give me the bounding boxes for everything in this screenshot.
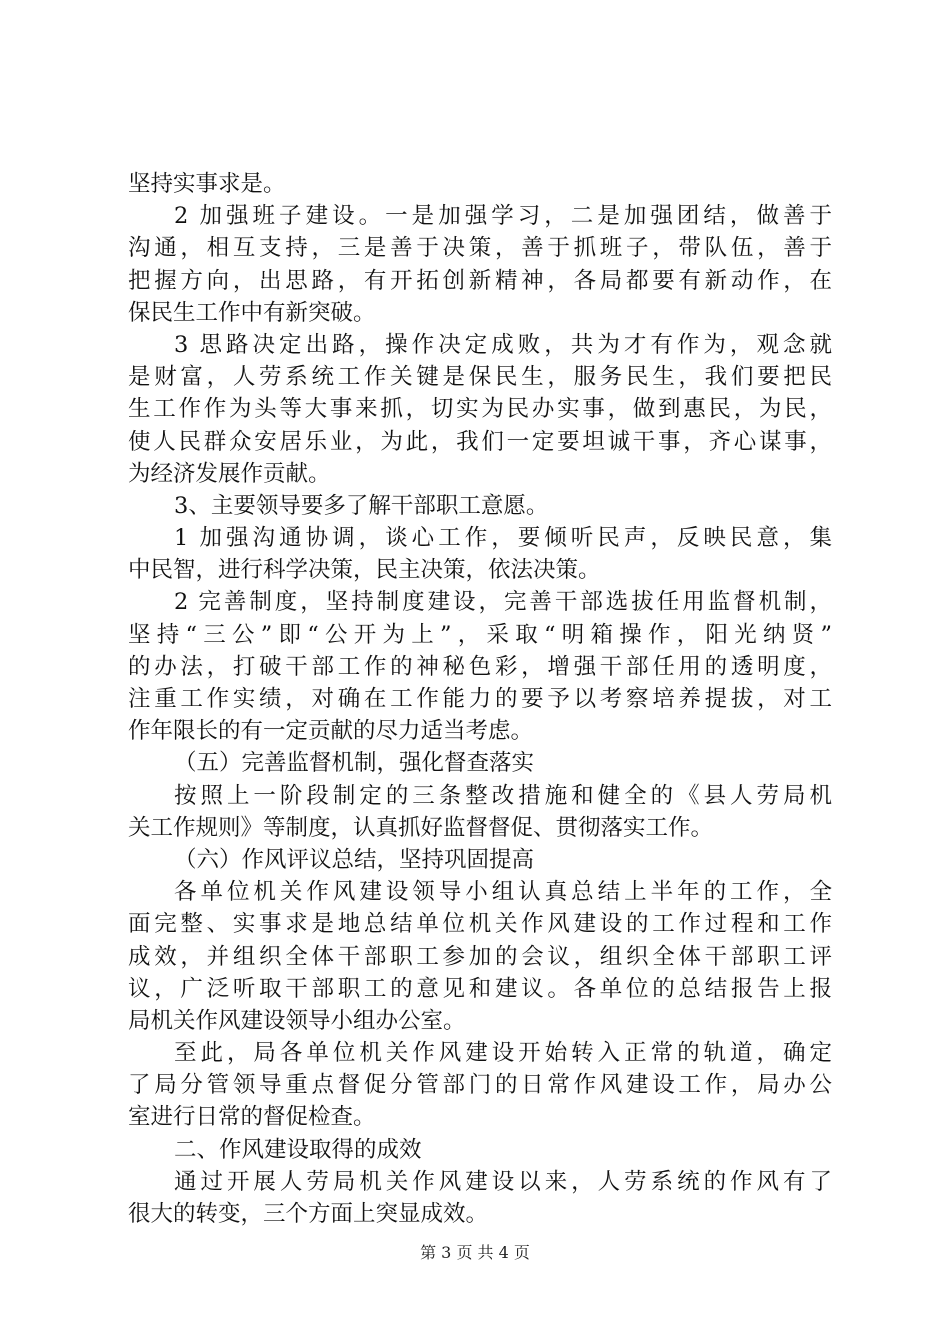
text-line: 成效，并组织全体干部职工参加的会议，组织全体干部职工评 — [128, 943, 832, 970]
body-text — [128, 168, 832, 1230]
text-line: 至此，局各单位机关作风建设开始转入正常的轨道，确定 — [174, 1040, 832, 1067]
text-line: 是财富，人劳系统工作关键是保民生，服务民生，我们要把民 — [128, 364, 832, 391]
text-line: （五）完善监督机制，强化督查落实 — [174, 750, 535, 777]
page-footer: 第 3 页 共 4 页 — [420, 1243, 530, 1262]
text-line: 生工作作为头等大事来抓，切实为民办实事，做到惠民，为民， — [128, 396, 832, 423]
text-line: 坚持“三公”即“公开为上”，采取“明箱操作，阳光纳贤” — [128, 621, 832, 648]
text-line: 各单位机关作风建设领导小组认真总结上半年的工作，全 — [174, 879, 832, 906]
text-line: 的办法，打破干部工作的神秘色彩，增强干部任用的透明度， — [128, 653, 832, 680]
text-line: 面完整、实事求是地总结单位机关作风建设的工作过程和工作 — [128, 911, 832, 938]
text-line: 局机关作风建设领导小组办公室。 — [128, 1007, 466, 1034]
text-line: 保民生工作中有新突破。 — [128, 299, 376, 326]
text-line: 注重工作实绩，对确在工作能力的要予以考察培养提拔，对工 — [128, 686, 832, 712]
text-line: 坚持实事求是。 — [128, 171, 286, 197]
text-line: 1 加强沟通协调，谈心工作，要倾听民声，反映民意，集 — [174, 525, 832, 552]
text-line: 关工作规则》等制度，认真抓好监督督促、贯彻落实工作。 — [128, 814, 714, 841]
text-line: 使人民群众安居乐业，为此，我们一定要坦诚干事，齐心谋事， — [128, 428, 832, 455]
text-line: 把握方向，出思路，有开拓创新精神，各局都要有新动作，在 — [128, 267, 832, 294]
text-line: 了局分管领导重点督促分管部门的日常作风建设工作，局办公 — [128, 1072, 832, 1099]
text-line: 为经济发展作贡献。 — [128, 460, 331, 487]
text-line: 沟通，相互支持，三是善于决策，善于抓班子，带队伍，善于 — [128, 235, 832, 262]
text-line: 2 完善制度，坚持制度建设，完善干部选拔任用监督机制， — [174, 589, 832, 616]
text-line: （六）作风评议总结，坚持巩固提高 — [174, 846, 535, 873]
text-line: 很大的转变，三个方面上突显成效。 — [128, 1201, 489, 1227]
text-line: 2 加强班子建设。一是加强学习，二是加强团结，做善于 — [174, 203, 832, 230]
text-line: 中民智，进行科学决策，民主决策，依法决策。 — [128, 557, 601, 584]
text-line: 室进行日常的督促检查。 — [128, 1104, 376, 1131]
text-line: 议，广泛听取干部职工的意见和建议。各单位的总结报告上报 — [128, 975, 832, 1002]
text-line: 3、主要领导要多了解干部职工意愿。 — [174, 492, 549, 519]
text-line: 按照上一阶段制定的三条整改措施和健全的《县人劳局机 — [174, 782, 832, 809]
text-line: 3 思路决定出路，操作决定成败，共为才有作为，观念就 — [174, 331, 832, 358]
text-line: 二、作风建设取得的成效 — [174, 1136, 422, 1163]
text-line: 作年限长的有一定贡献的尽力适当考虑。 — [128, 718, 534, 745]
text-line: 通过开展人劳局机关作风建设以来，人劳系统的作风有了 — [174, 1168, 832, 1195]
